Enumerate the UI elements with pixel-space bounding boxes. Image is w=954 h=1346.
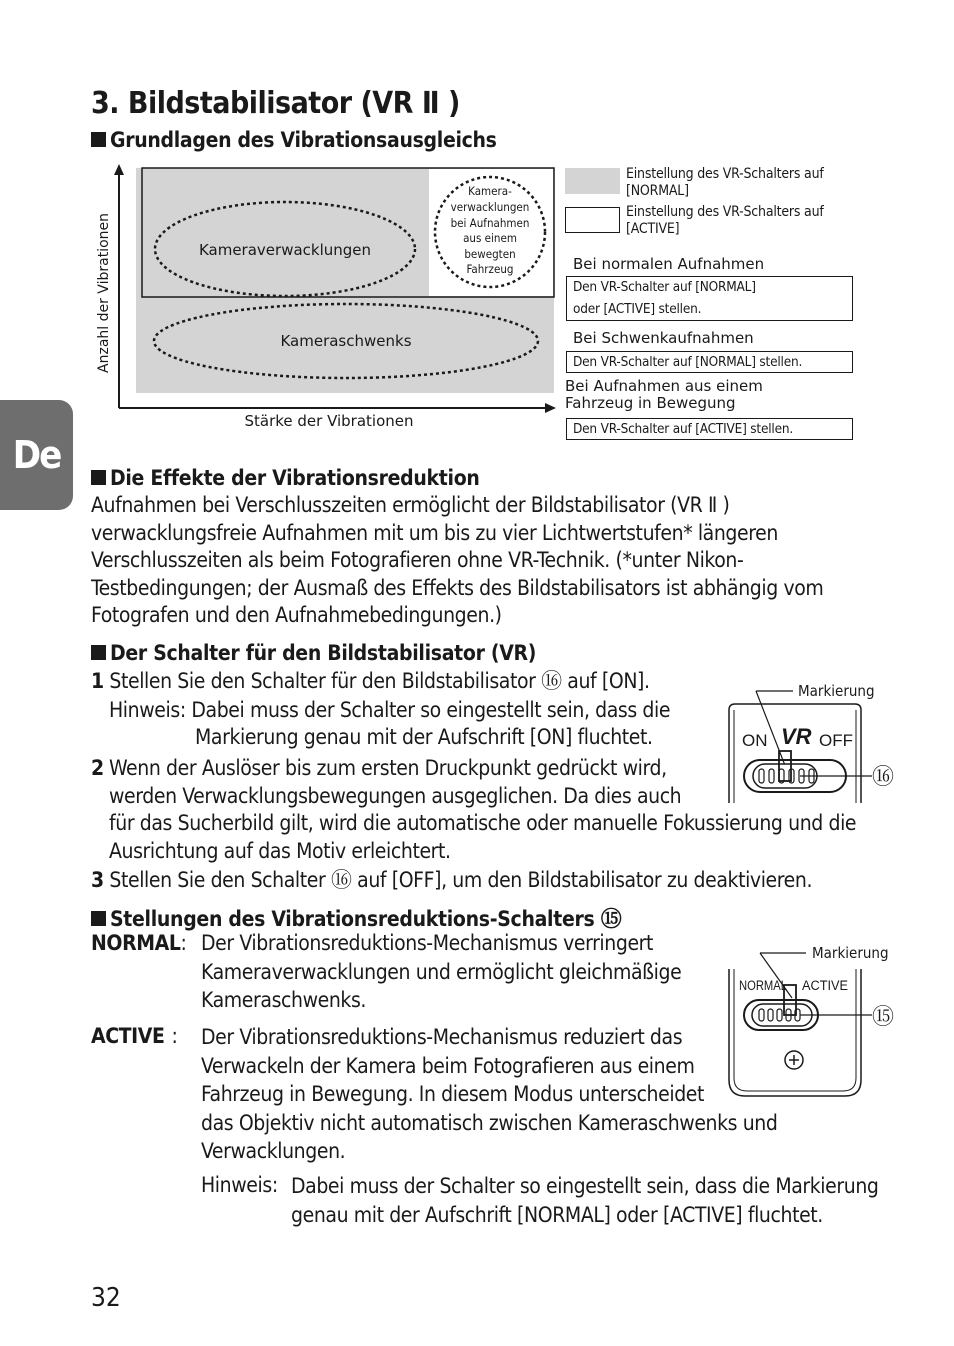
y-axis-arrow-icon (114, 164, 124, 175)
vr-switch-illustration (720, 676, 910, 808)
label-camera-shake: Kameraverwacklungen (198, 241, 372, 259)
legend-normal-shots-box: Den VR-Schalter auf [NORMAL] oder [ACTIVE] stellen. (566, 276, 853, 321)
legend-pan-label: Bei Schwenkaufnahmen (573, 329, 754, 347)
vehicle-line-5: bewegten (464, 247, 516, 261)
vehicle-line-3: bei Aufnahmen (450, 216, 530, 230)
label-camera-pan: Kameraschwenks (280, 332, 412, 350)
step-2-number: 2 (91, 756, 104, 780)
vibration-diagram (88, 160, 568, 430)
legend-active: Einstellung des VR-Schalters auf [ACTIVE] (626, 204, 824, 237)
square-bullet-icon (91, 132, 106, 147)
active-description: Der Vibrationsreduktions-Mechanismus reduziert das Verwackeln der Kamera beim Fotografieren aus einem Fahrzeug in Bewegung. In diesem Modus unterscheidet das Objektiv nicht automatisch zwischen Kameraschwenks und Verwacklungen. (201, 1025, 778, 1163)
legend-swatch-normal (565, 168, 620, 194)
legend-swatch-active (565, 207, 620, 233)
note-label: Hinweis: (201, 1173, 278, 1197)
x-axis-arrow-icon (545, 403, 556, 413)
legend-vehicle-box: Den VR-Schalter auf [ACTIVE] stellen. (566, 418, 853, 440)
normal-term: NORMAL: (91, 931, 187, 955)
normal-label: NORMAL (739, 978, 788, 993)
legend-pan-box: Den VR-Schalter auf [NORMAL] stellen. (566, 351, 853, 373)
callout-16: ⑯ (872, 765, 895, 790)
legend-normal-shots-label: Bei normalen Aufnahmen (573, 255, 765, 273)
on-label: ON (742, 731, 768, 750)
legend-vehicle-label: Bei Aufnahmen aus einem Fahrzeug in Bewegung (565, 377, 763, 412)
section-heading-effects: Die Effekte der Vibrationsreduktion (91, 466, 480, 490)
x-axis-label: Stärke der Vibrationen (244, 412, 414, 430)
note-text: Dabei muss der Schalter so eingestellt sein, dass die Markierung genau mit der Aufschrift [NORMAL] oder [ACTIVE] fluchtet. (291, 1174, 879, 1227)
page-title: 3. Bildstabilisator (VR Ⅱ ) (91, 86, 460, 121)
step-3: 3 Stellen Sie den Schalter ⑯ auf [OFF], um den Bildstabilisator zu deaktivieren. (91, 868, 813, 892)
callout-15: ⑮ (872, 1005, 895, 1030)
step-1-note-1: Hinweis: Dabei muss der Schalter so eingestellt sein, dass die (109, 698, 671, 722)
square-bullet-icon (91, 645, 106, 660)
effects-paragraph: Aufnahmen bei Verschlusszeiten ermöglicht der Bildstabilisator (VR Ⅱ ) verwacklungsfreie Aufnahmen mit um bis zu vier Lichtwertstufen* längeren Verschlusszeiten als beim Fotografieren ohne VR-Technik. (*unter Nikon- Testbedingungen; der Ausmaß des Effekts des Bildstabilisators ist abhängig vom Fotografen und den Aufnahmebedingungen.) (91, 493, 824, 627)
marker-label: Markierung (798, 682, 875, 700)
square-bullet-icon (91, 911, 106, 926)
vehicle-line-4: aus einem (463, 231, 517, 245)
language-tab: De (0, 400, 73, 510)
normal-description: Der Vibrationsreduktions-Mechanismus verringert Kameraverwacklungen und ermöglicht gleichmäßige Kameraschwenks. (201, 931, 682, 1012)
marker-label-2: Markierung (812, 944, 889, 962)
step-1-note-2: Markierung genau mit der Aufschrift [ON] fluchtet. (195, 725, 653, 749)
step-2-text: Wenn der Auslöser bis zum ersten Druckpunkt gedrückt wird, werden Verwacklungsbewegungen ausgeglichen. Da dies auch für das Sucherbild gilt, wird die automatische oder manuelle Fokussierung und die Ausrichtung auf das Motiv erleichtert. (109, 756, 857, 863)
vehicle-line-2: verwacklungen (450, 200, 530, 214)
section-heading-basics: Grundlagen des Vibrationsausgleichs (91, 128, 497, 152)
legend-normal: Einstellung des VR-Schalters auf [NORMAL] (626, 166, 824, 199)
y-axis-label: Anzahl der Vibrationen (96, 213, 112, 373)
section-heading-positions: Stellungen des Vibrationsreduktions-Schalters ⑮ (91, 903, 621, 933)
active-label: ACTIVE (802, 978, 848, 993)
step-1: 1 Stellen Sie den Schalter für den Bildstabilisator ⑯ auf [ON]. (91, 669, 650, 693)
off-label: OFF (819, 731, 853, 750)
page-number: 32 (91, 1283, 121, 1313)
mode-switch-illustration (720, 940, 910, 1102)
vehicle-line-1: Kamera- (468, 184, 512, 198)
vehicle-line-6: Fahrzeug (466, 262, 514, 276)
active-term: ACTIVE : (91, 1024, 178, 1048)
vr-label: VR (781, 724, 812, 749)
square-bullet-icon (91, 470, 106, 485)
section-heading-switch: Der Schalter für den Bildstabilisator (VR) (91, 641, 536, 665)
